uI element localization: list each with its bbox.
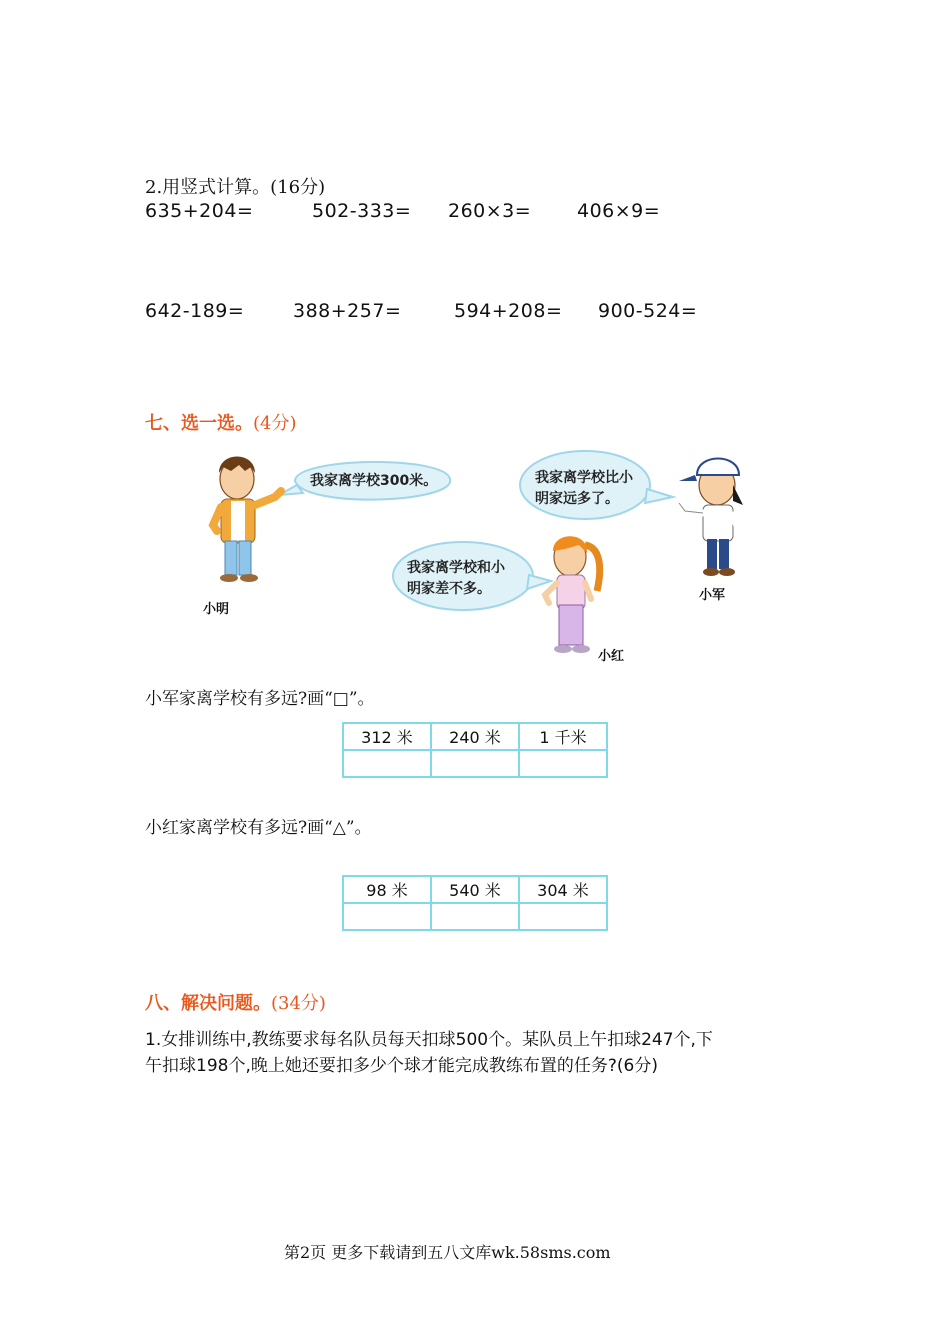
section8-title <box>145 992 326 1016</box>
children-illustration <box>195 445 775 670</box>
calc-item: 502-333= <box>312 200 412 222</box>
option-cell: 98 米 <box>343 876 431 903</box>
xiaohong-figure <box>545 536 600 653</box>
xiaoming-figure <box>213 457 281 583</box>
answer-cell[interactable] <box>519 750 607 777</box>
answer-cell[interactable] <box>343 750 431 777</box>
option-cell: 540 米 <box>431 876 519 903</box>
bubble-text-xiaojun-2: 明家远多了。 <box>535 491 619 507</box>
bubble-text-xiaojun-1: 我家离学校比小 <box>535 470 633 486</box>
label-xiaojun: 小军 <box>699 588 726 603</box>
problem1-line1: 1.女排训练中,教练要求每名队员每天扣球500个。某队员上午扣球247个,下 <box>145 1030 713 1050</box>
xiaojun-figure <box>679 459 743 577</box>
option-cell: 240 米 <box>431 723 519 750</box>
problem1-line2: 午扣球198个,晚上她还要扣多少个球才能完成教练布置的任务?(6分) <box>145 1056 658 1076</box>
option-cell: 312 米 <box>343 723 431 750</box>
section8-points: (34分) <box>271 993 326 1014</box>
answer-cell[interactable] <box>431 903 519 930</box>
calc-item: 406×9= <box>577 200 661 222</box>
calc-item: 900-524= <box>598 300 698 322</box>
question-xiaojun: 小军家离学校有多远?画“□”。 <box>145 689 375 709</box>
part2-title: 2.用竖式计算。(16分) <box>145 177 326 198</box>
options-table-xiaohong <box>342 875 608 931</box>
option-cell: 1 千米 <box>519 723 607 750</box>
section7-title <box>145 412 297 436</box>
answer-cell[interactable] <box>519 903 607 930</box>
calc-item: 260×3= <box>448 200 532 222</box>
speech-bubble-xiaohong <box>393 542 551 610</box>
calc-item: 635+204= <box>145 200 254 222</box>
question-xiaohong: 小红家离学校有多远?画“△”。 <box>145 818 372 838</box>
section7-title-text: 七、选一选。 <box>145 413 253 434</box>
option-cell: 304 米 <box>519 876 607 903</box>
speech-bubble-xiaoming <box>279 462 450 500</box>
section8-title-text: 八、解决问题。 <box>145 993 271 1014</box>
label-xiaoming: 小明 <box>203 602 230 617</box>
options-table-xiaojun <box>342 722 608 778</box>
label-xiaohong: 小红 <box>598 649 625 664</box>
calc-item: 594+208= <box>454 300 563 322</box>
calc-item: 642-189= <box>145 300 245 322</box>
speech-bubble-xiaojun <box>520 451 673 519</box>
answer-cell[interactable] <box>431 750 519 777</box>
calc-item: 388+257= <box>293 300 402 322</box>
answer-cell[interactable] <box>343 903 431 930</box>
section7-points: (4分) <box>253 413 297 434</box>
bubble-text-xiaohong-1: 我家离学校和小 <box>407 560 505 576</box>
bubble-text-xiaoming: 我家离学校300米。 <box>310 473 438 489</box>
page-footer: 第2页 更多下载请到五八文库wk.58sms.com <box>284 1243 611 1262</box>
bubble-text-xiaohong-2: 明家差不多。 <box>407 581 491 597</box>
